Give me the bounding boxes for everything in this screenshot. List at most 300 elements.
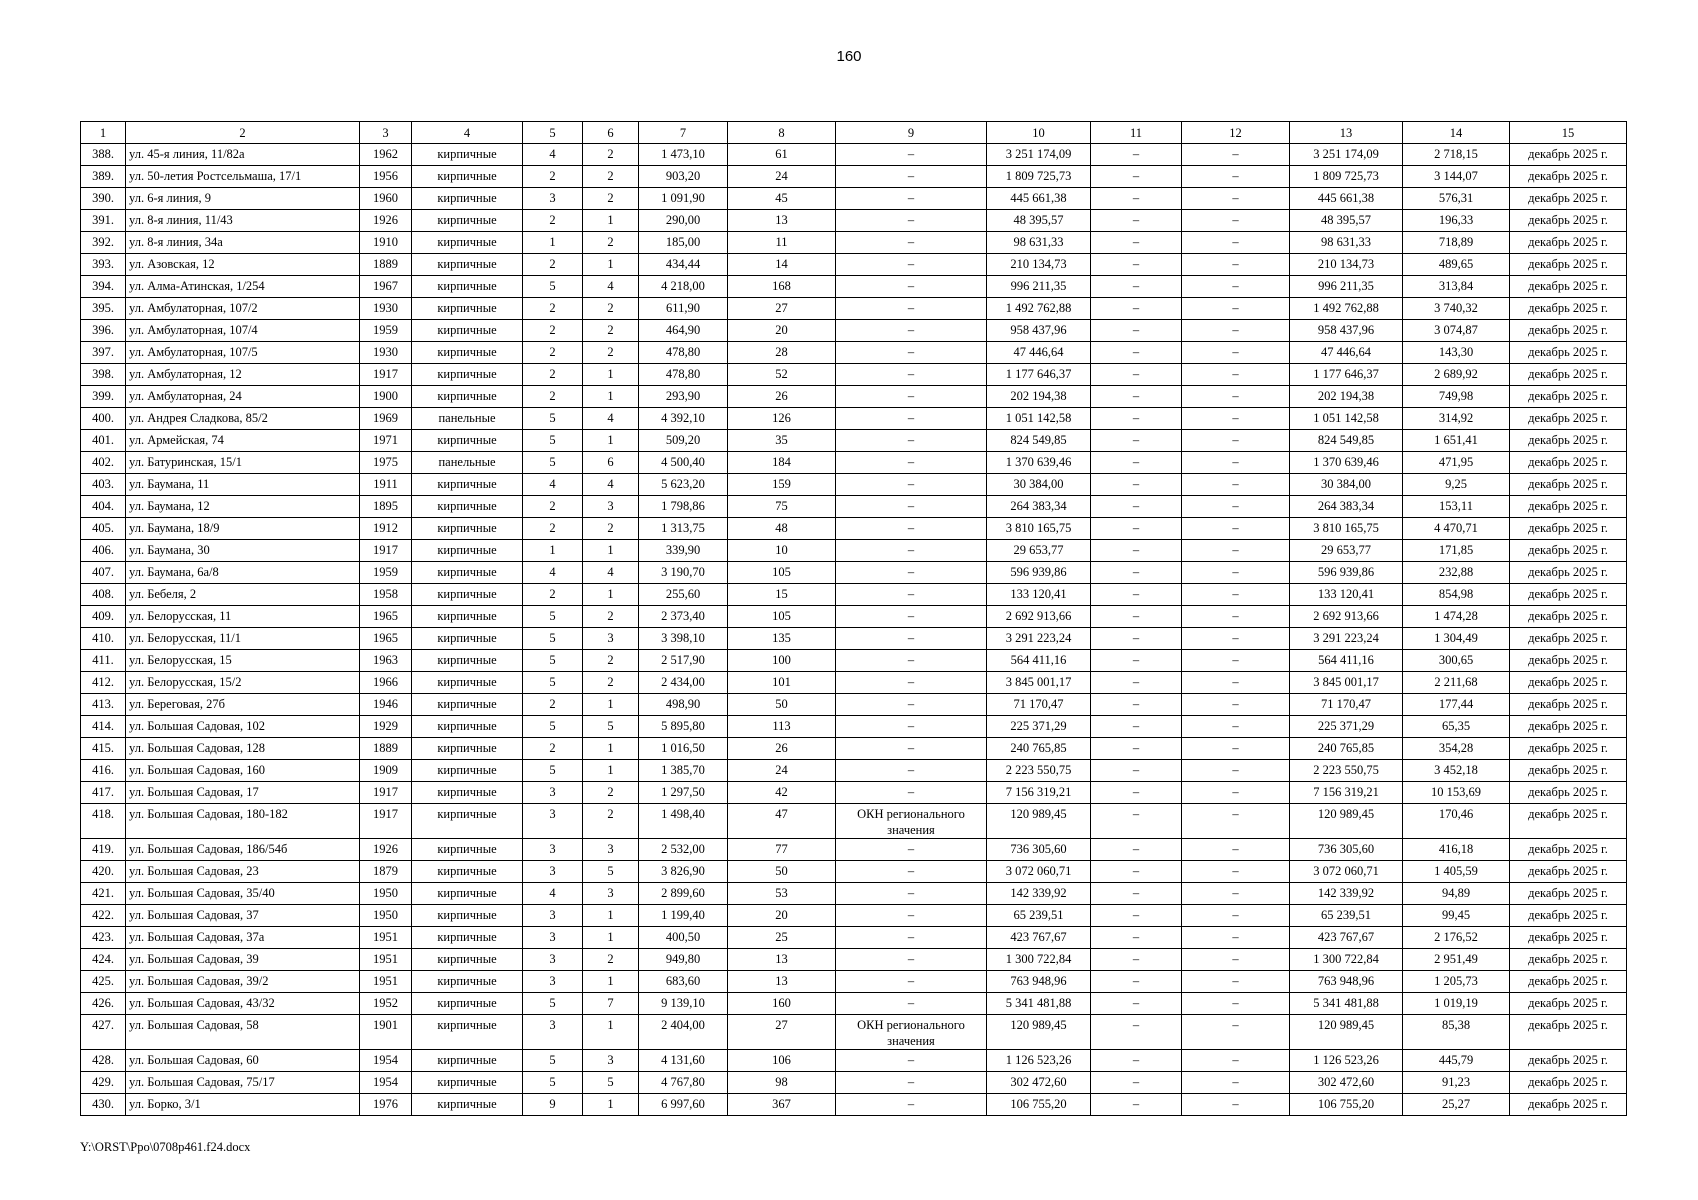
table-cell-col-5: 2	[523, 298, 583, 320]
table-cell-col-12: –	[1182, 1094, 1290, 1116]
table-cell-col-7: 1 498,40	[639, 804, 728, 839]
table-cell-col-8: 42	[728, 782, 836, 804]
table-cell-col-8: 184	[728, 452, 836, 474]
table-cell-col-14: 854,98	[1403, 584, 1510, 606]
table-cell-col-9: –	[836, 883, 987, 905]
table-cell-col-1: 419.	[81, 839, 126, 861]
table-cell-col-11: –	[1091, 628, 1182, 650]
table-cell-col-3: 1879	[360, 861, 412, 883]
table-cell-col-7: 1 385,70	[639, 760, 728, 782]
table-cell-col-8: 52	[728, 364, 836, 386]
table-cell-col-3: 1969	[360, 408, 412, 430]
table-cell-col-10: 106 755,20	[987, 1094, 1091, 1116]
table-cell-col-5: 5	[523, 606, 583, 628]
table-cell-col-5: 2	[523, 166, 583, 188]
table-cell-col-7: 2 434,00	[639, 672, 728, 694]
table-cell-col-7: 611,90	[639, 298, 728, 320]
table-cell-col-1: 426.	[81, 993, 126, 1015]
table-cell-col-4: кирпичные	[412, 606, 523, 628]
table-cell-col-3: 1962	[360, 144, 412, 166]
table-cell-col-1: 394.	[81, 276, 126, 298]
table-cell-col-4: кирпичные	[412, 584, 523, 606]
table-cell-col-15: декабрь 2025 г.	[1510, 430, 1627, 452]
table-cell-col-12: –	[1182, 298, 1290, 320]
table-cell-col-10: 1 300 722,84	[987, 949, 1091, 971]
table-cell-col-8: 75	[728, 496, 836, 518]
table-cell-col-14: 177,44	[1403, 694, 1510, 716]
table-row	[81, 782, 1627, 804]
table-cell-col-9: –	[836, 1050, 987, 1072]
table-cell-col-5: 5	[523, 452, 583, 474]
table-cell-col-2: ул. Береговая, 27б	[126, 694, 360, 716]
table-cell-col-11: –	[1091, 1015, 1182, 1050]
table-cell-col-13: 240 765,85	[1290, 738, 1403, 760]
table-cell-col-8: 77	[728, 839, 836, 861]
table-cell-col-2: ул. Баумана, 18/9	[126, 518, 360, 540]
table-cell-col-2: ул. Большая Садовая, 58	[126, 1015, 360, 1050]
table-cell-col-14: 354,28	[1403, 738, 1510, 760]
table-cell-col-13: 3 291 223,24	[1290, 628, 1403, 650]
table-cell-col-3: 1965	[360, 606, 412, 628]
table-cell-col-9: –	[836, 993, 987, 1015]
table-cell-col-4: кирпичные	[412, 782, 523, 804]
table-cell-col-8: 13	[728, 210, 836, 232]
table-cell-col-4: панельные	[412, 408, 523, 430]
table-cell-col-12: –	[1182, 883, 1290, 905]
table-cell-col-9: –	[836, 905, 987, 927]
table-cell-col-6: 6	[583, 452, 639, 474]
table-cell-col-13: 824 549,85	[1290, 430, 1403, 452]
table-cell-col-11: –	[1091, 1094, 1182, 1116]
table-cell-col-6: 2	[583, 518, 639, 540]
table-cell-col-4: кирпичные	[412, 364, 523, 386]
table-cell-col-15: декабрь 2025 г.	[1510, 452, 1627, 474]
table-cell-col-15: декабрь 2025 г.	[1510, 650, 1627, 672]
table-cell-col-4: кирпичные	[412, 210, 523, 232]
table-cell-col-1: 390.	[81, 188, 126, 210]
table-cell-col-6: 1	[583, 540, 639, 562]
table-cell-col-7: 4 218,00	[639, 276, 728, 298]
table-cell-col-15: декабрь 2025 г.	[1510, 883, 1627, 905]
table-cell-col-4: кирпичные	[412, 232, 523, 254]
table-cell-col-5: 3	[523, 1015, 583, 1050]
table-row	[81, 562, 1627, 584]
table-cell-col-11: –	[1091, 672, 1182, 694]
table-cell-col-14: 91,23	[1403, 1072, 1510, 1094]
table-cell-col-5: 5	[523, 650, 583, 672]
table-cell-col-1: 407.	[81, 562, 126, 584]
column-number-cell: 4	[412, 122, 523, 144]
table-cell-col-1: 409.	[81, 606, 126, 628]
table-row	[81, 496, 1627, 518]
table-cell-col-8: 367	[728, 1094, 836, 1116]
table-cell-col-15: декабрь 2025 г.	[1510, 949, 1627, 971]
table-cell-col-4: кирпичные	[412, 760, 523, 782]
table-cell-col-3: 1889	[360, 738, 412, 760]
table-cell-col-6: 2	[583, 320, 639, 342]
table-cell-col-1: 393.	[81, 254, 126, 276]
table-cell-col-6: 2	[583, 188, 639, 210]
table-cell-col-7: 1 473,10	[639, 144, 728, 166]
table-row	[81, 672, 1627, 694]
table-cell-col-8: 135	[728, 628, 836, 650]
table-cell-col-14: 94,89	[1403, 883, 1510, 905]
table-cell-col-6: 1	[583, 760, 639, 782]
table-cell-col-14: 1 019,19	[1403, 993, 1510, 1015]
table-row	[81, 905, 1627, 927]
table-cell-col-10: 240 765,85	[987, 738, 1091, 760]
table-cell-col-5: 4	[523, 562, 583, 584]
table-cell-col-4: кирпичные	[412, 839, 523, 861]
table-cell-col-9: –	[836, 518, 987, 540]
table-cell-col-13: 47 446,64	[1290, 342, 1403, 364]
table-cell-col-13: 133 120,41	[1290, 584, 1403, 606]
table-cell-col-13: 5 341 481,88	[1290, 993, 1403, 1015]
table-cell-col-10: 5 341 481,88	[987, 993, 1091, 1015]
table-cell-col-2: ул. Азовская, 12	[126, 254, 360, 276]
table-cell-col-15: декабрь 2025 г.	[1510, 540, 1627, 562]
table-cell-col-8: 27	[728, 1015, 836, 1050]
table-cell-col-7: 4 392,10	[639, 408, 728, 430]
table-cell-col-5: 5	[523, 276, 583, 298]
table-cell-col-10: 202 194,38	[987, 386, 1091, 408]
table-cell-col-4: кирпичные	[412, 883, 523, 905]
table-cell-col-4: кирпичные	[412, 927, 523, 949]
table-cell-col-1: 392.	[81, 232, 126, 254]
table-cell-col-8: 168	[728, 276, 836, 298]
table-cell-col-13: 3 072 060,71	[1290, 861, 1403, 883]
table-cell-col-7: 1 798,86	[639, 496, 728, 518]
table-cell-col-4: кирпичные	[412, 949, 523, 971]
table-cell-col-1: 396.	[81, 320, 126, 342]
table-cell-col-9: –	[836, 408, 987, 430]
table-cell-col-4: кирпичные	[412, 254, 523, 276]
table-cell-col-13: 1 809 725,73	[1290, 166, 1403, 188]
table-cell-col-15: декабрь 2025 г.	[1510, 606, 1627, 628]
table-cell-col-14: 25,27	[1403, 1094, 1510, 1116]
table-row	[81, 861, 1627, 883]
table-cell-col-2: ул. Большая Садовая, 128	[126, 738, 360, 760]
column-number-cell: 2	[126, 122, 360, 144]
table-cell-col-5: 5	[523, 993, 583, 1015]
table-cell-col-9: ОКН регионального значения	[836, 804, 987, 839]
table-cell-col-14: 489,65	[1403, 254, 1510, 276]
table-cell-col-6: 3	[583, 628, 639, 650]
table-cell-col-6: 5	[583, 861, 639, 883]
table-cell-col-14: 4 470,71	[1403, 518, 1510, 540]
table-cell-col-7: 290,00	[639, 210, 728, 232]
table-cell-col-15: декабрь 2025 г.	[1510, 839, 1627, 861]
table-cell-col-7: 478,80	[639, 364, 728, 386]
table-cell-col-14: 3 074,87	[1403, 320, 1510, 342]
table-cell-col-9: –	[836, 474, 987, 496]
table-cell-col-1: 418.	[81, 804, 126, 839]
table-cell-col-8: 10	[728, 540, 836, 562]
table-cell-col-9: –	[836, 650, 987, 672]
table-cell-col-9: –	[836, 839, 987, 861]
table-cell-col-7: 5 623,20	[639, 474, 728, 496]
table-cell-col-10: 3 810 165,75	[987, 518, 1091, 540]
table-cell-col-10: 564 411,16	[987, 650, 1091, 672]
table-cell-col-12: –	[1182, 760, 1290, 782]
table-cell-col-10: 71 170,47	[987, 694, 1091, 716]
table-cell-col-7: 2 373,40	[639, 606, 728, 628]
table-row	[81, 320, 1627, 342]
table-cell-col-9: ОКН регионального значения	[836, 1015, 987, 1050]
table-cell-col-8: 27	[728, 298, 836, 320]
table-cell-col-2: ул. Большая Садовая, 39	[126, 949, 360, 971]
table-cell-col-9: –	[836, 232, 987, 254]
table-row	[81, 760, 1627, 782]
table-cell-col-12: –	[1182, 408, 1290, 430]
table-cell-col-3: 1911	[360, 474, 412, 496]
table-cell-col-14: 170,46	[1403, 804, 1510, 839]
footer-file-path: Y:\ORST\Ppo\0708p461.f24.docx	[80, 1140, 251, 1154]
table-cell-col-7: 903,20	[639, 166, 728, 188]
table-cell-col-13: 142 339,92	[1290, 883, 1403, 905]
table-cell-col-11: –	[1091, 971, 1182, 993]
table-cell-col-15: декабрь 2025 г.	[1510, 144, 1627, 166]
table-cell-col-14: 2 718,15	[1403, 144, 1510, 166]
column-number-cell: 14	[1403, 122, 1510, 144]
table-cell-col-6: 4	[583, 408, 639, 430]
table-cell-col-3: 1926	[360, 839, 412, 861]
table-cell-col-7: 2 517,90	[639, 650, 728, 672]
table-cell-col-15: декабрь 2025 г.	[1510, 760, 1627, 782]
table-cell-col-8: 159	[728, 474, 836, 496]
table-cell-col-13: 2 692 913,66	[1290, 606, 1403, 628]
table-cell-col-11: –	[1091, 650, 1182, 672]
table-cell-col-14: 3 144,07	[1403, 166, 1510, 188]
table-cell-col-11: –	[1091, 232, 1182, 254]
table-cell-col-3: 1889	[360, 254, 412, 276]
table-cell-col-7: 6 997,60	[639, 1094, 728, 1116]
table-cell-col-14: 313,84	[1403, 276, 1510, 298]
table-cell-col-13: 1 492 762,88	[1290, 298, 1403, 320]
table-row	[81, 804, 1627, 839]
table-cell-col-11: –	[1091, 949, 1182, 971]
table-cell-col-4: кирпичные	[412, 716, 523, 738]
table-cell-col-8: 98	[728, 1072, 836, 1094]
table-cell-col-12: –	[1182, 276, 1290, 298]
table-cell-col-10: 3 845 001,17	[987, 672, 1091, 694]
table-row	[81, 166, 1627, 188]
table-cell-col-14: 3 452,18	[1403, 760, 1510, 782]
table-cell-col-9: –	[836, 1094, 987, 1116]
table-cell-col-13: 1 177 646,37	[1290, 364, 1403, 386]
table-cell-col-2: ул. Большая Садовая, 160	[126, 760, 360, 782]
table-cell-col-9: –	[836, 1072, 987, 1094]
table-cell-col-4: кирпичные	[412, 738, 523, 760]
table-row	[81, 650, 1627, 672]
table-cell-col-10: 120 989,45	[987, 804, 1091, 839]
table-cell-col-3: 1967	[360, 276, 412, 298]
table-cell-col-12: –	[1182, 804, 1290, 839]
column-number-cell: 10	[987, 122, 1091, 144]
table-cell-col-2: ул. Большая Садовая, 186/54б	[126, 839, 360, 861]
table-cell-col-11: –	[1091, 738, 1182, 760]
table-cell-col-3: 1958	[360, 584, 412, 606]
table-cell-col-6: 1	[583, 254, 639, 276]
table-cell-col-2: ул. Андрея Сладкова, 85/2	[126, 408, 360, 430]
table-cell-col-13: 264 383,34	[1290, 496, 1403, 518]
table-cell-col-4: панельные	[412, 452, 523, 474]
table-cell-col-10: 596 939,86	[987, 562, 1091, 584]
table-cell-col-12: –	[1182, 496, 1290, 518]
table-cell-col-11: –	[1091, 408, 1182, 430]
table-cell-col-6: 3	[583, 1050, 639, 1072]
table-cell-col-15: декабрь 2025 г.	[1510, 993, 1627, 1015]
table-cell-col-6: 2	[583, 782, 639, 804]
table-cell-col-5: 4	[523, 883, 583, 905]
table-cell-col-14: 2 689,92	[1403, 364, 1510, 386]
table-cell-col-14: 1 304,49	[1403, 628, 1510, 650]
table-cell-col-4: кирпичные	[412, 804, 523, 839]
table-row	[81, 540, 1627, 562]
table-cell-col-2: ул. Алма-Атинская, 1/254	[126, 276, 360, 298]
table-cell-col-10: 98 631,33	[987, 232, 1091, 254]
table-cell-col-6: 1	[583, 430, 639, 452]
column-number-cell: 9	[836, 122, 987, 144]
table-cell-col-15: декабрь 2025 г.	[1510, 927, 1627, 949]
table-cell-col-12: –	[1182, 540, 1290, 562]
table-cell-col-2: ул. Большая Садовая, 39/2	[126, 971, 360, 993]
table-row	[81, 408, 1627, 430]
table-cell-col-4: кирпичные	[412, 672, 523, 694]
table-cell-col-9: –	[836, 760, 987, 782]
table-cell-col-8: 25	[728, 927, 836, 949]
table-cell-col-12: –	[1182, 342, 1290, 364]
table-cell-col-8: 15	[728, 584, 836, 606]
table-cell-col-7: 1 016,50	[639, 738, 728, 760]
table-cell-col-2: ул. Большая Садовая, 60	[126, 1050, 360, 1072]
table-cell-col-12: –	[1182, 1015, 1290, 1050]
table-cell-col-12: –	[1182, 782, 1290, 804]
table-cell-col-12: –	[1182, 474, 1290, 496]
table-cell-col-7: 185,00	[639, 232, 728, 254]
table-cell-col-9: –	[836, 584, 987, 606]
table-cell-col-10: 30 384,00	[987, 474, 1091, 496]
table-cell-col-9: –	[836, 562, 987, 584]
table-row	[81, 1015, 1627, 1050]
table-cell-col-9: –	[836, 738, 987, 760]
table-cell-col-11: –	[1091, 386, 1182, 408]
table-cell-col-14: 2 211,68	[1403, 672, 1510, 694]
table-cell-col-7: 3 190,70	[639, 562, 728, 584]
table-cell-col-5: 5	[523, 1050, 583, 1072]
table-cell-col-7: 498,90	[639, 694, 728, 716]
table-cell-col-1: 417.	[81, 782, 126, 804]
table-cell-col-12: –	[1182, 606, 1290, 628]
table-cell-col-11: –	[1091, 861, 1182, 883]
table-cell-col-9: –	[836, 606, 987, 628]
table-cell-col-6: 1	[583, 1094, 639, 1116]
table-cell-col-6: 1	[583, 971, 639, 993]
table-cell-col-5: 2	[523, 254, 583, 276]
table-cell-col-2: ул. 8-я линия, 11/43	[126, 210, 360, 232]
table-cell-col-9: –	[836, 320, 987, 342]
column-number-cell: 3	[360, 122, 412, 144]
table-cell-col-12: –	[1182, 144, 1290, 166]
table-cell-col-6: 2	[583, 650, 639, 672]
table-cell-col-10: 824 549,85	[987, 430, 1091, 452]
table-cell-col-7: 339,90	[639, 540, 728, 562]
table-cell-col-14: 314,92	[1403, 408, 1510, 430]
table-cell-col-4: кирпичные	[412, 993, 523, 1015]
table-cell-col-2: ул. 6-я линия, 9	[126, 188, 360, 210]
column-number-cell: 11	[1091, 122, 1182, 144]
table-cell-col-12: –	[1182, 971, 1290, 993]
table-cell-col-15: декабрь 2025 г.	[1510, 210, 1627, 232]
table-cell-col-9: –	[836, 276, 987, 298]
table-cell-col-15: декабрь 2025 г.	[1510, 188, 1627, 210]
table-cell-col-1: 389.	[81, 166, 126, 188]
table-cell-col-2: ул. Борко, 3/1	[126, 1094, 360, 1116]
table-cell-col-3: 1950	[360, 883, 412, 905]
table-cell-col-10: 48 395,57	[987, 210, 1091, 232]
table-cell-col-5: 3	[523, 804, 583, 839]
table-cell-col-8: 160	[728, 993, 836, 1015]
table-cell-col-4: кирпичные	[412, 540, 523, 562]
table-cell-col-4: кирпичные	[412, 298, 523, 320]
table-cell-col-15: декабрь 2025 г.	[1510, 1015, 1627, 1050]
table-cell-col-2: ул. Амбулаторная, 107/4	[126, 320, 360, 342]
table-cell-col-4: кирпичные	[412, 430, 523, 452]
table-cell-col-1: 414.	[81, 716, 126, 738]
table-cell-col-4: кирпичные	[412, 1015, 523, 1050]
table-cell-col-10: 7 156 319,21	[987, 782, 1091, 804]
table-cell-col-7: 509,20	[639, 430, 728, 452]
table-cell-col-2: ул. Баумана, 30	[126, 540, 360, 562]
table-cell-col-15: декабрь 2025 г.	[1510, 1094, 1627, 1116]
table-cell-col-8: 20	[728, 905, 836, 927]
table-cell-col-1: 428.	[81, 1050, 126, 1072]
table-cell-col-9: –	[836, 254, 987, 276]
table-cell-col-12: –	[1182, 861, 1290, 883]
table-cell-col-5: 5	[523, 408, 583, 430]
table-cell-col-5: 2	[523, 210, 583, 232]
table-row	[81, 1050, 1627, 1072]
table-cell-col-1: 424.	[81, 949, 126, 971]
table-cell-col-5: 3	[523, 949, 583, 971]
table-cell-col-8: 26	[728, 386, 836, 408]
table-cell-col-8: 13	[728, 949, 836, 971]
table-cell-col-15: декабрь 2025 г.	[1510, 1050, 1627, 1072]
table-row	[81, 430, 1627, 452]
table-cell-col-2: ул. Амбулаторная, 107/5	[126, 342, 360, 364]
table-cell-col-13: 3 845 001,17	[1290, 672, 1403, 694]
table-cell-col-2: ул. Белорусская, 15/2	[126, 672, 360, 694]
table-row	[81, 883, 1627, 905]
table-cell-col-10: 3 072 060,71	[987, 861, 1091, 883]
table-cell-col-4: кирпичные	[412, 320, 523, 342]
table-row	[81, 628, 1627, 650]
table-cell-col-6: 3	[583, 839, 639, 861]
table-cell-col-10: 2 223 550,75	[987, 760, 1091, 782]
table-cell-col-9: –	[836, 540, 987, 562]
table-cell-col-12: –	[1182, 839, 1290, 861]
table-cell-col-1: 398.	[81, 364, 126, 386]
table-cell-col-10: 736 305,60	[987, 839, 1091, 861]
table-cell-col-14: 300,65	[1403, 650, 1510, 672]
table-cell-col-15: декабрь 2025 г.	[1510, 298, 1627, 320]
table-row	[81, 971, 1627, 993]
table-cell-col-5: 3	[523, 839, 583, 861]
table-cell-col-15: декабрь 2025 г.	[1510, 364, 1627, 386]
table-cell-col-1: 410.	[81, 628, 126, 650]
table-cell-col-6: 1	[583, 905, 639, 927]
table-cell-col-13: 202 194,38	[1290, 386, 1403, 408]
